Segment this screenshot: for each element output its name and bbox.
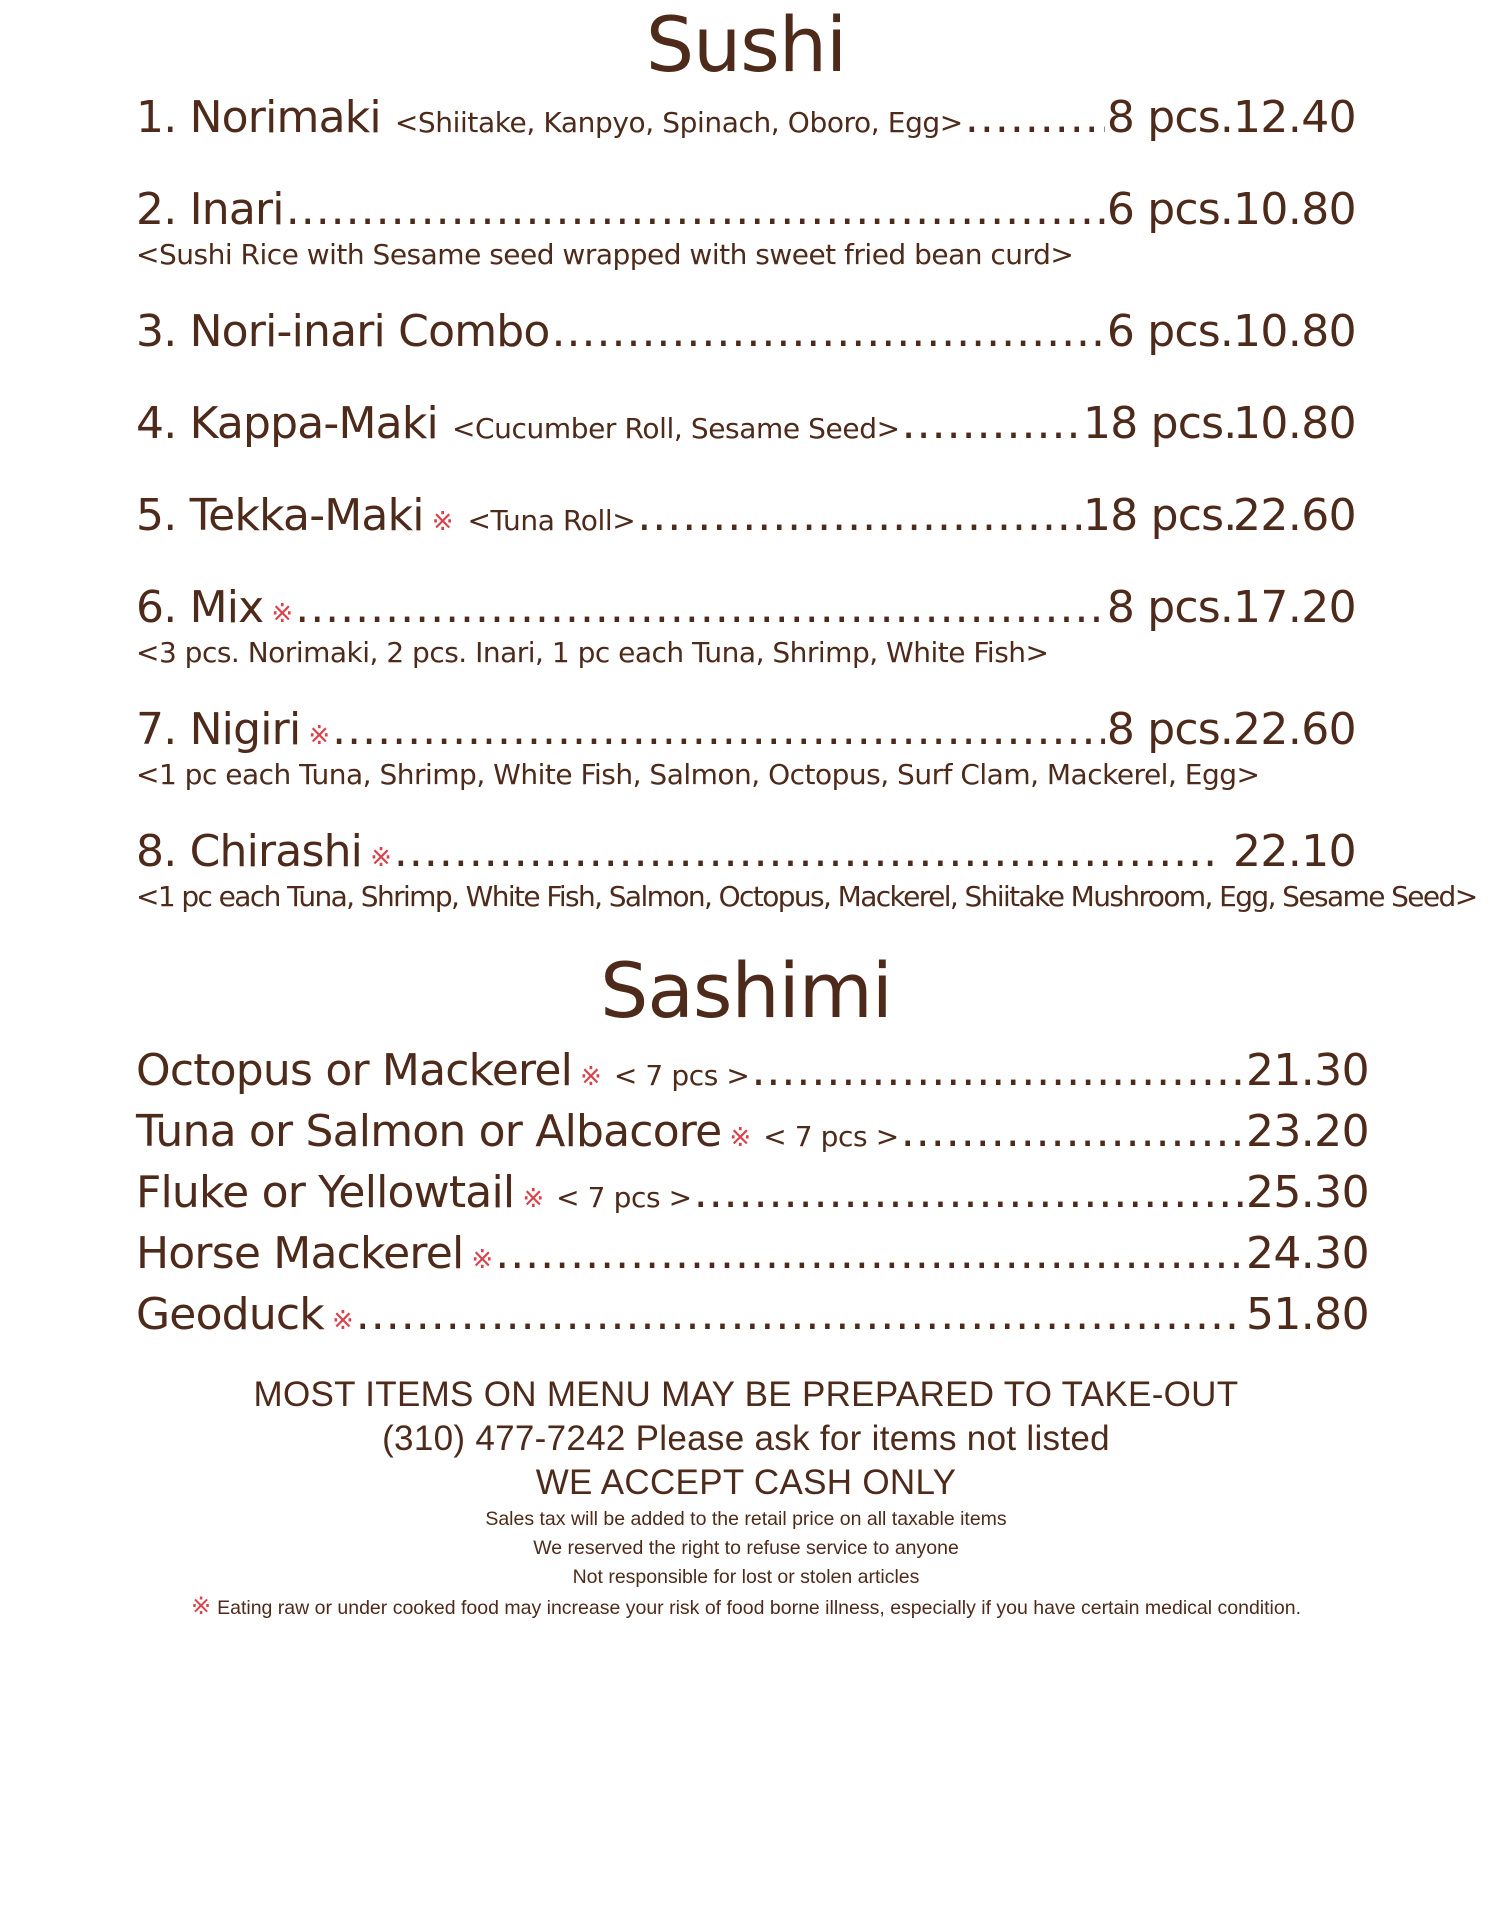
- sashimi-item-horse-mackerel: [136, 1223, 1369, 1284]
- sushi-item-mix: [136, 580, 1356, 670]
- raw-food-mark-icon: ※: [431, 507, 454, 537]
- menu-row: [136, 580, 1356, 636]
- item-name: 8. Chirashi: [136, 826, 363, 877]
- item-name: 5. Tekka-Maki: [136, 490, 424, 541]
- sales-tax-notice: Sales tax will be added to the retail price on all taxable items: [485, 1508, 1007, 1530]
- menu-row: [136, 90, 1356, 146]
- item-price: 22.60: [1233, 704, 1356, 755]
- sashimi-item-fluke-yellowtail: [136, 1162, 1369, 1223]
- item-name: Fluke or Yellowtail: [136, 1167, 515, 1218]
- menu-row: [136, 824, 1356, 880]
- sushi-item-inari: [136, 182, 1356, 272]
- sashimi-item-octopus-mackerel: [136, 1040, 1369, 1101]
- raw-food-mark-icon: ※: [308, 721, 331, 751]
- item-price: 10.80: [1233, 184, 1356, 235]
- item-note: < 7 pcs >: [763, 1120, 899, 1153]
- item-name: Tuna or Salmon or Albacore: [136, 1106, 722, 1157]
- raw-food-mark-icon: ※: [580, 1062, 602, 1092]
- menu-row: [136, 304, 1356, 360]
- dot-leader: [751, 1040, 1244, 1101]
- sushi-item-kappa-maki: [136, 396, 1356, 452]
- sushi-item-nigiri: [136, 702, 1356, 792]
- sashimi-list: [136, 1040, 1369, 1345]
- sushi-item-tekka-maki: [136, 488, 1356, 544]
- item-price: 25.30: [1246, 1167, 1369, 1218]
- lost-articles-notice: Not responsible for lost or stolen articles: [572, 1566, 920, 1588]
- item-price: 17.20: [1233, 582, 1356, 633]
- sashimi-title: Sashimi: [600, 946, 892, 1035]
- raw-food-mark-icon: ※: [471, 1245, 494, 1275]
- raw-food-mark-icon: ※: [190, 1593, 212, 1620]
- item-name: 1. Norimaki: [136, 92, 381, 143]
- item-note: <Shiitake, Kanpyo, Spinach, Oboro, Egg>: [394, 106, 963, 139]
- item-quantity: 6 pcs.: [1106, 184, 1234, 235]
- item-description: <3 pcs. Norimaki, 2 pcs. Inari, 1 pc each Tuna, Shrimp, White Fish>: [136, 636, 1049, 669]
- dot-leader: [637, 488, 1081, 544]
- item-note: <Cucumber Roll, Sesame Seed>: [451, 412, 900, 445]
- item-name: 6. Mix: [136, 582, 264, 633]
- item-price: 12.40: [1233, 92, 1356, 143]
- takeout-notice: MOST ITEMS ON MENU MAY BE PREPARED TO TAKE-OUT: [253, 1375, 1239, 1414]
- menu-row: [136, 396, 1356, 452]
- sushi-list: [136, 90, 1477, 914]
- dot-leader: [332, 702, 1105, 758]
- raw-food-mark-icon: ※: [370, 843, 392, 873]
- sashimi-item-tuna-salmon-albacore: [136, 1101, 1369, 1162]
- raw-food-warning-text: Eating raw or under cooked food may increase your risk of food borne illness, especially if you have certain medical condition.: [217, 1597, 1302, 1619]
- item-name: Geoduck: [136, 1289, 324, 1340]
- item-quantity: 8 pcs.: [1106, 582, 1234, 633]
- item-note: < 7 pcs >: [556, 1181, 692, 1214]
- item-description: <1 pc each Tuna, Shrimp, White Fish, Salmon, Octopus, Mackerel, Shiitake Mushroom, Egg, Sesame Seed>: [136, 880, 1477, 913]
- item-note: <Tuna Roll>: [467, 504, 636, 537]
- sushi-item-nori-inari-combo: [136, 304, 1356, 360]
- item-name: 4. Kappa-Maki: [136, 398, 438, 449]
- menu-row: [136, 488, 1356, 544]
- sushi-item-norimaki: [136, 90, 1356, 146]
- dot-leader: [495, 1223, 1244, 1284]
- item-name: Horse Mackerel: [136, 1228, 464, 1279]
- sushi-title: Sushi: [645, 0, 847, 89]
- dot-leader: [965, 90, 1105, 146]
- item-quantity: 8 pcs.: [1106, 92, 1234, 143]
- item-price: 23.20: [1246, 1106, 1369, 1157]
- item-price: 21.30: [1246, 1045, 1369, 1096]
- dot-leader: [286, 182, 1105, 238]
- item-name: Octopus or Mackerel: [136, 1045, 573, 1096]
- sushi-item-chirashi: [136, 824, 1477, 914]
- dot-leader: [552, 304, 1105, 360]
- menu-row: [136, 182, 1356, 238]
- raw-food-mark-icon: ※: [331, 1306, 354, 1336]
- dot-leader: [694, 1162, 1244, 1223]
- raw-food-warning: [136, 1592, 1356, 1622]
- item-quantity: 8 pcs.: [1106, 704, 1234, 755]
- item-price: 22.60: [1233, 490, 1356, 541]
- item-price: 10.80: [1233, 306, 1356, 357]
- raw-food-mark-icon: ※: [271, 599, 294, 629]
- menu-footer: [136, 1373, 1356, 1622]
- item-description: <1 pc each Tuna, Shrimp, White Fish, Salmon, Octopus, Surf Clam, Mackerel, Egg>: [136, 758, 1260, 791]
- item-price: 51.80: [1246, 1289, 1369, 1340]
- item-quantity: 18 pcs.: [1083, 490, 1237, 541]
- item-price: 24.30: [1246, 1228, 1369, 1279]
- item-quantity: 6 pcs.: [1106, 306, 1234, 357]
- dot-leader: [394, 824, 1221, 880]
- item-quantity: 18 pcs.: [1083, 398, 1237, 449]
- item-name: 2. Inari: [136, 184, 284, 235]
- dot-leader: [901, 1101, 1244, 1162]
- phone-notice: (310) 477-7242 Please ask for items not listed: [382, 1419, 1110, 1458]
- item-name: 7. Nigiri: [136, 704, 301, 755]
- cash-only-notice: WE ACCEPT CASH ONLY: [535, 1463, 957, 1502]
- refuse-service-notice: We reserved the right to refuse service to anyone: [533, 1537, 959, 1559]
- item-note: < 7 pcs >: [613, 1059, 750, 1092]
- dot-leader: [356, 1284, 1244, 1345]
- item-name: 3. Nori-inari Combo: [136, 306, 550, 357]
- dot-leader: [295, 580, 1105, 636]
- raw-food-mark-icon: ※: [522, 1184, 545, 1214]
- item-price: 10.80: [1233, 398, 1356, 449]
- raw-food-mark-icon: ※: [729, 1123, 752, 1153]
- sashimi-item-geoduck: [136, 1284, 1369, 1345]
- menu-page: [136, 0, 1477, 1920]
- item-description: <Sushi Rice with Sesame seed wrapped with sweet fried bean curd>: [136, 238, 1074, 271]
- menu-row: [136, 702, 1356, 758]
- item-price: 22.10: [1233, 826, 1356, 877]
- dot-leader: [902, 396, 1081, 452]
